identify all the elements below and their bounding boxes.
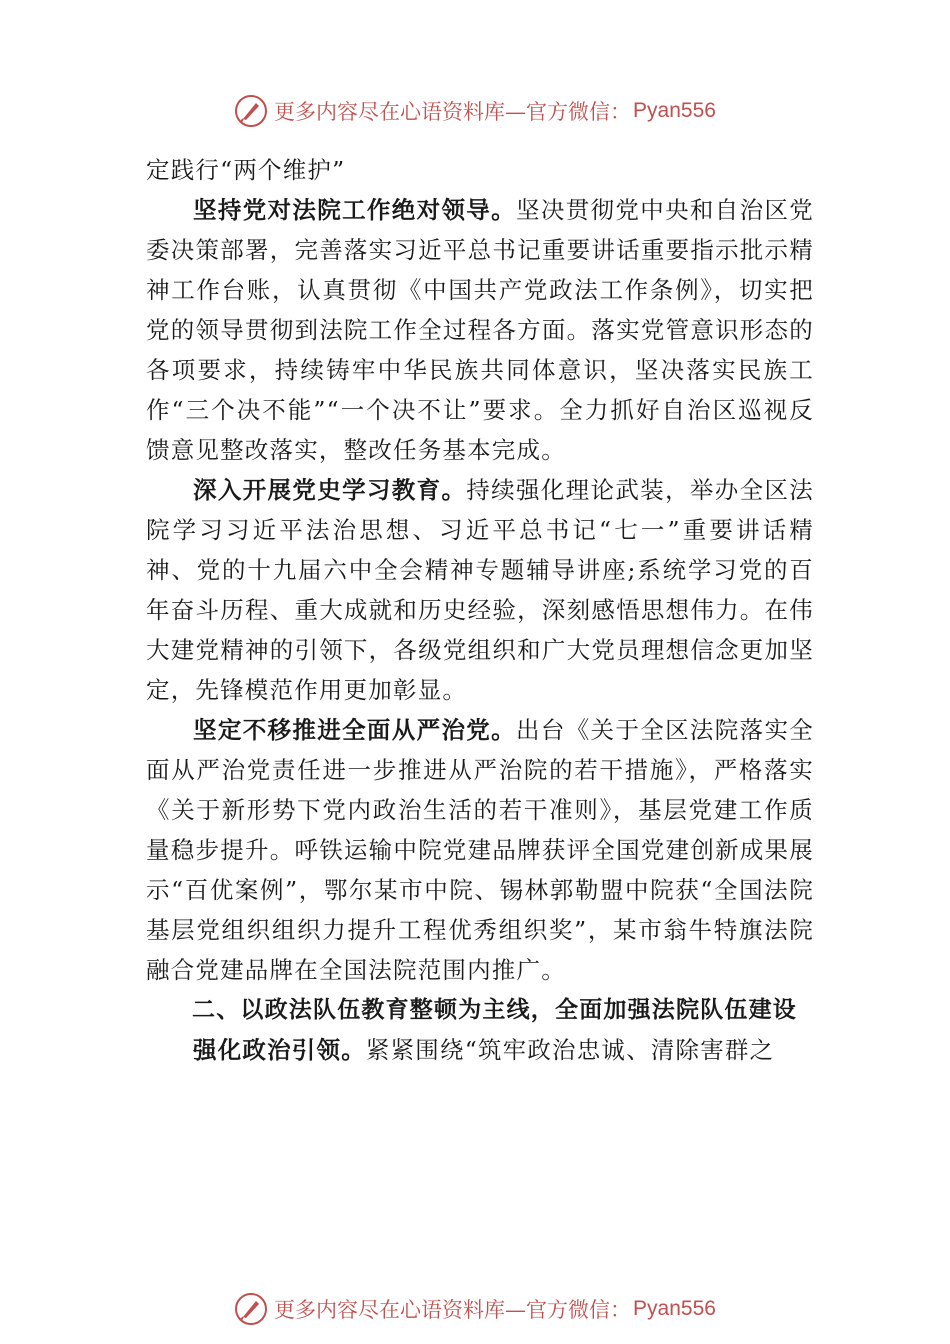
watermark-wechat-id: Pyan556	[633, 1297, 716, 1320]
section-heading: 二、以政法队伍教育整顿为主线，全面加强法院队伍建设	[192, 997, 797, 1023]
document-body	[146, 150, 814, 1070]
paragraph-political-guidance: 强化政治引领。紧紧围绕“筑牢政治忠诚、清除害群之	[193, 1036, 775, 1064]
watermark-text: 更多内容尽在心语资料库—官方微信：	[274, 1298, 632, 1322]
paragraph-party-leadership: 坚持党对法院工作绝对领导。坚决贯彻党中央和自治区党委决策部署，完善落实习近平总书记重要讲话重要指示批示精神工作台账，认真贯彻《中国共产党政法工作条例》，切实把党的领导贯彻到法院工作全过程各方面。落实党管意识形态的各项要求，持续铸牢中华民族共同体意识，坚决落实民族工作“三个决不能”“一个决不让”要求。全力抓好自治区巡视反馈意见整改落实，整改任务基本完成。	[146, 196, 814, 464]
footer-watermark	[0, 1292, 950, 1326]
paragraph-continuation: 定践行“两个维护”	[146, 156, 346, 184]
paragraph-lead: 强化政治引领。	[193, 1036, 366, 1064]
paragraph-lead: 坚持党对法院工作绝对领导。	[193, 196, 516, 224]
watermark-text: 更多内容尽在心语资料库—官方微信：	[274, 100, 632, 124]
paragraph-party-history: 深入开展党史学习教育。持续强化理论武装，举办全区法院学习习近平法治思想、习近平总书记“七一”重要讲话精神、党的十九届六中全会精神专题辅导讲座;系统学习党的百年奋斗历程、重大成就和历史经验，深刻感悟思想伟力。在伟大建党精神的引领下，各级党组织和广大党员理想信念更加坚定，先锋模范作用更加彰显。	[146, 476, 814, 704]
quill-circle-logo-icon	[234, 1292, 268, 1326]
paragraph-lead: 坚定不移推进全面从严治党。	[193, 716, 516, 744]
header-watermark	[0, 94, 950, 128]
quill-circle-logo-icon	[234, 94, 268, 128]
watermark-wechat-id: Pyan556	[633, 99, 716, 122]
paragraph-lead: 深入开展党史学习教育。	[193, 476, 467, 504]
paragraph-strict-governance: 坚定不移推进全面从严治党。出台《关于全区法院落实全面从严治党责任进一步推进从严治院的若干措施》，严格落实《关于新形势下党内政治生活的若干准则》，基层党建工作质量稳步提升。呼铁运输中院党建品牌获评全国党建创新成果展示“百优案例”，鄂尔某市中院、锡林郭勒盟中院获“全国法院基层党组织组织力提升工程优秀组织奖”，某市翁牛特旗法院融合党建品牌在全国法院范围内推广。	[146, 716, 814, 984]
